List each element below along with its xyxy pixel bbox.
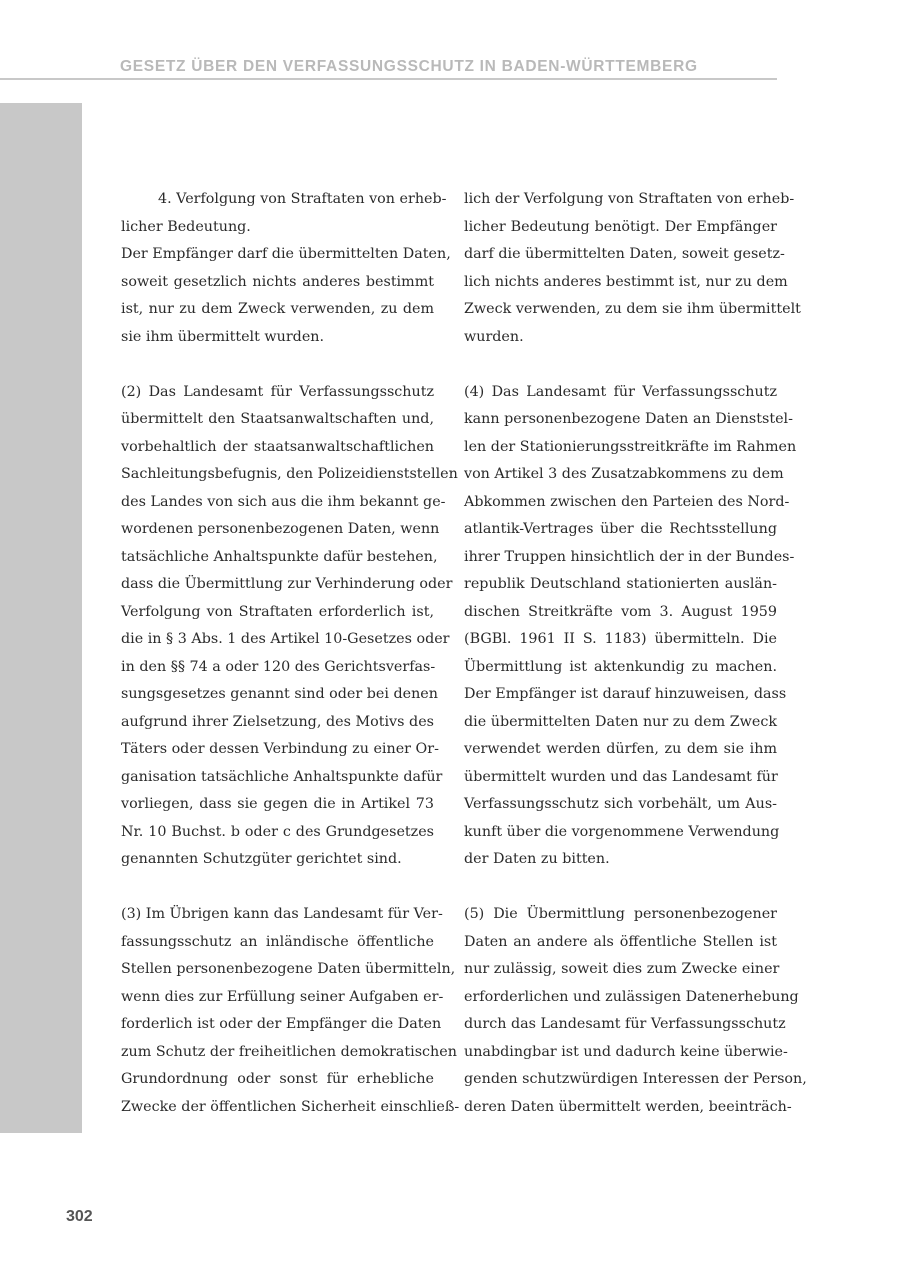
text-line: tatsächliche Anhaltspunkte dafür bestehen,	[121, 548, 438, 565]
text-line: der Daten zu bitten.	[464, 851, 610, 867]
text-line: genannten Schutzgüter gerichtet sind.	[121, 851, 402, 867]
left-text-column	[121, 186, 460, 1121]
text-line: ist, nur zu dem Zweck verwenden, zu dem	[121, 301, 434, 317]
text-line: wenn dies zur Erfüllung seiner Aufgaben er-	[121, 988, 444, 1005]
text-line: sungsgesetzes genannt sind oder bei denen	[121, 686, 438, 702]
text-line: durch das Landesamt für Verfassungsschutz	[464, 1016, 786, 1032]
text-line: darf die übermittelten Daten, soweit gesetz-	[464, 246, 785, 262]
text-line: forderlich ist oder der Empfänger die Daten	[121, 1016, 442, 1032]
text-line: Grundordnung oder sonst für erhebliche	[121, 1071, 434, 1087]
text-line: Verfolgung von Straftaten erforderlich ist,	[121, 603, 434, 620]
text-line: genden schutzwürdigen Interessen der Person,	[464, 1071, 807, 1087]
text-line: dass die Übermittlung zur Verhinderung oder	[121, 576, 453, 592]
text-line: Abkommen zwischen den Parteien des Nord-	[464, 493, 790, 510]
text-line: wordenen personenbezogenen Daten, wenn	[121, 521, 440, 537]
text-line: wurden.	[464, 328, 524, 345]
text-line: (3) Im Übrigen kann das Landesamt für Ver-	[121, 906, 443, 922]
text-line: die übermittelten Daten nur zu dem Zweck	[464, 713, 778, 730]
text-line: vorbehaltlich der staatsanwaltschaftlichen	[121, 438, 434, 455]
text-line: unabdingbar ist und dadurch keine überwie-	[464, 1043, 788, 1060]
text-line: in den §§ 74 a oder 120 des Gerichtsverfas-	[121, 658, 436, 675]
paragraph	[121, 901, 460, 1121]
text-line: lich der Verfolgung von Straftaten von erheb-	[464, 191, 795, 207]
running-header: GESETZ ÜBER DEN VERFASSUNGSSCHUTZ IN BADEN-WÜRTTEMBERG	[120, 58, 698, 75]
text-line: Daten an andere als öffentliche Stellen ist	[464, 933, 777, 950]
header-rule	[0, 78, 777, 80]
text-line: übermittelt wurden und das Landesamt für	[464, 768, 778, 785]
text-line: zum Schutz der freiheitlichen demokratischen	[121, 1043, 457, 1060]
text-line: Der Empfänger ist darauf hinzuweisen, dass	[464, 686, 787, 702]
side-margin-bar	[0, 103, 82, 1133]
text-line: kunft über die vorgenommene Verwendung	[464, 823, 780, 840]
text-line: vorliegen, dass sie gegen die in Artikel 73	[121, 796, 434, 812]
paragraph-gap	[121, 874, 434, 902]
text-line: Nr. 10 Buchst. b oder c des Grundgesetzes	[121, 823, 434, 840]
text-line: (2) Das Landesamt für Verfassungsschutz	[121, 383, 434, 400]
text-line: Übermittlung ist aktenkundig zu machen.	[464, 658, 777, 675]
text-line: kann personenbezogene Daten an Dienststel-	[464, 411, 793, 427]
paragraph	[121, 241, 451, 351]
text-line: 4. Verfolgung von Straftaten von erheb-	[158, 191, 447, 207]
paragraph	[464, 379, 797, 874]
text-line: Täters oder dessen Verbindung zu einer Or-	[121, 741, 439, 757]
text-line: republik Deutschland stationierten auslän-	[464, 576, 777, 592]
right-text-column	[464, 186, 807, 1121]
paragraph	[121, 186, 447, 241]
text-line: lich nichts anderes bestimmt ist, nur zu dem	[464, 273, 788, 290]
paragraph-gap	[464, 351, 777, 379]
paragraph	[464, 186, 801, 351]
paragraph-gap	[464, 874, 777, 902]
paragraph	[121, 379, 458, 874]
text-line: von Artikel 3 des Zusatzabkommens zu dem	[464, 466, 784, 482]
text-line: (4) Das Landesamt für Verfassungsschutz	[464, 383, 777, 400]
text-line: licher Bedeutung.	[121, 218, 251, 235]
text-line: deren Daten übermittelt werden, beeinträch-	[464, 1098, 792, 1115]
text-line: die in § 3 Abs. 1 des Artikel 10-Gesetzes oder	[121, 631, 450, 647]
text-line: soweit gesetzlich nichts anderes bestimmt	[121, 273, 434, 290]
text-line: licher Bedeutung benötigt. Der Empfänger	[464, 218, 777, 235]
page-number: 302	[66, 1208, 93, 1225]
text-line: Verfassungsschutz sich vorbehält, um Aus-	[464, 796, 777, 812]
text-line: Zwecke der öffentlichen Sicherheit einschließ-	[121, 1098, 460, 1115]
text-line: (BGBl. 1961 II S. 1183) übermitteln. Die	[464, 631, 777, 647]
text-line: des Landes von sich aus die ihm bekannt ge-	[121, 493, 446, 510]
text-line: erforderlichen und zulässigen Datenerhebung	[464, 988, 799, 1005]
text-line: Zweck verwenden, zu dem sie ihm übermittelt	[464, 301, 801, 317]
text-line: übermittelt den Staatsanwaltschaften und,	[121, 411, 434, 427]
text-line: len der Stationierungsstreitkräfte im Rahmen	[464, 438, 797, 455]
text-line: verwendet werden dürfen, zu dem sie ihm	[464, 741, 777, 757]
text-line: dischen Streitkräfte vom 3. August 1959	[464, 603, 777, 620]
paragraph-gap	[121, 351, 434, 379]
text-line: sie ihm übermittelt wurden.	[121, 328, 325, 345]
text-line: (5) Die Übermittlung personenbezogener	[464, 906, 777, 922]
text-line: Stellen personenbezogene Daten übermitteln,	[121, 961, 456, 977]
text-line: atlantik-Vertrages über die Rechtsstellung	[464, 521, 777, 537]
text-line: ihrer Truppen hinsichtlich der in der Bundes-	[464, 548, 795, 565]
text-line: fassungsschutz an inländische öffentliche	[121, 933, 434, 950]
text-line: aufgrund ihrer Zielsetzung, des Motivs des	[121, 713, 434, 730]
text-line: ganisation tatsächliche Anhaltspunkte dafür	[121, 768, 443, 785]
text-line: Sachleitungsbefugnis, den Polizeidienststellen	[121, 466, 458, 482]
text-line: Der Empfänger darf die übermittelten Daten,	[121, 246, 451, 262]
text-line: nur zulässig, soweit dies zum Zwecke einer	[464, 961, 780, 977]
paragraph	[464, 901, 807, 1121]
